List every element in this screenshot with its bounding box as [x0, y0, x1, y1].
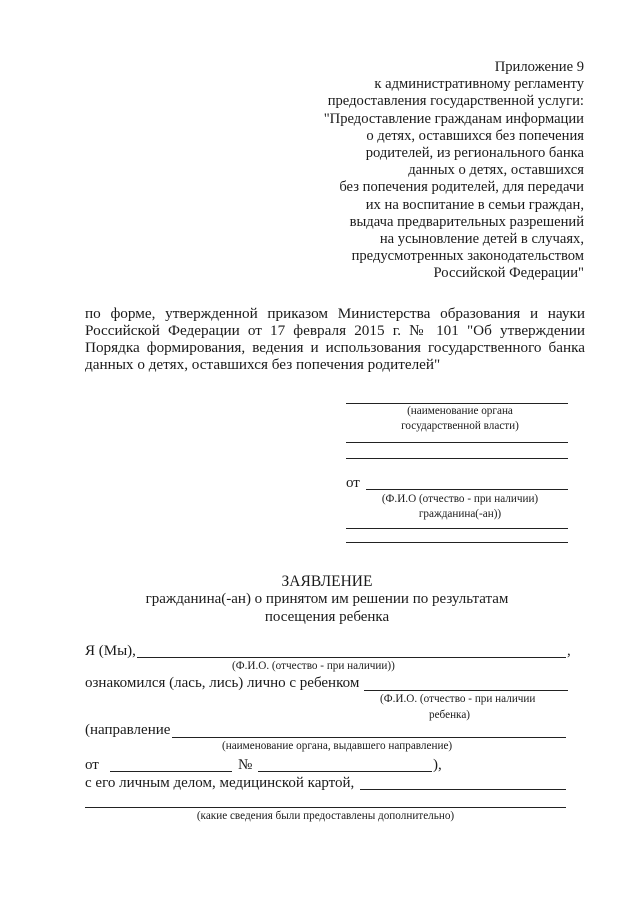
referral-line[interactable] [172, 737, 566, 738]
appendix-line: "Предоставление гражданам информации [323, 110, 584, 127]
appendix-line: без попечения родителей, для передачи [339, 179, 584, 196]
appendix-line: предусмотренных законодательством [351, 248, 584, 265]
child-caption: ребенка) [429, 709, 471, 721]
order-paragraph [85, 305, 585, 373]
appendix-line: выдача предварительных разрешений [349, 213, 584, 230]
info-line[interactable] [85, 807, 566, 808]
appendix-line: о детях, оставшихся без попечения [366, 127, 584, 144]
applicant-fio-line[interactable] [366, 489, 568, 490]
document-subtitle: гражданина(-ан) о принятом им решении по результатам [145, 591, 509, 607]
organ-caption: (наименование органа [407, 405, 513, 417]
fio-caption: гражданина(-ан)) [418, 508, 502, 520]
applicant-name-line[interactable] [137, 657, 566, 658]
acquainted-label: ознакомился (лась, лись) лично с ребенком [85, 675, 360, 691]
organ-name-line[interactable] [346, 442, 568, 443]
referral-number-line[interactable] [258, 771, 432, 772]
appendix-line: Приложение 9 [494, 59, 584, 75]
appendix-line: данных о детях, оставшихся [408, 162, 584, 179]
document-title: ЗАЯВЛЕНИЕ [281, 573, 373, 590]
fio-caption: (Ф.И.О. (отчество - при наличии)) [232, 660, 395, 672]
we-label: Я (Мы), [85, 643, 136, 659]
info-caption: (какие сведения были предоставлены дополнительно) [196, 810, 455, 822]
organ-name-line[interactable] [346, 403, 568, 404]
comma: , [567, 643, 571, 659]
fio-caption: (Ф.И.О (отчество - при наличии) [381, 493, 539, 505]
organ-caption: государственной власти) [401, 420, 519, 432]
order-line: данных о детях, оставшихся без попечения родителей" [85, 356, 441, 373]
child-name-line[interactable] [364, 690, 568, 691]
referral-caption: (наименование органа, выдавшего направление) [222, 740, 453, 752]
date-from-label: от [85, 757, 99, 773]
document-subtitle: посещения ребенка [264, 609, 390, 625]
organ-name-line[interactable] [346, 458, 568, 459]
info-line[interactable] [360, 789, 566, 790]
order-line: Порядка формирования, ведения и использования государственного банка [85, 339, 585, 356]
referral-label: (направление [85, 722, 171, 738]
appendix-block [284, 59, 584, 283]
close-paren: ), [433, 757, 442, 773]
applicant-fio-line[interactable] [346, 542, 568, 543]
order-line: Российской Федерации от 17 февраля 2015 г. № 101 "Об утверждении [85, 322, 585, 339]
applicant-fio-line[interactable] [346, 528, 568, 529]
appendix-line: на усыновление детей в случаях, [379, 231, 584, 248]
appendix-line: предоставления государственной услуги: [327, 93, 584, 110]
referral-date-line[interactable] [110, 771, 232, 772]
order-line: по форме, утвержденной приказом Министерства образования и науки [85, 305, 585, 322]
child-caption: (Ф.И.О. (отчество - при наличии [380, 693, 536, 705]
appendix-line: их на воспитание в семьи граждан, [365, 196, 584, 213]
appendix-line: к административному регламенту [374, 76, 584, 93]
appendix-line: родителей, из регионального банка [365, 145, 584, 162]
file-label: с его личным делом, медицинской картой, [85, 775, 355, 791]
from-label: от [346, 475, 360, 491]
appendix-line: Российской Федерации" [433, 265, 584, 282]
number-label: № [238, 757, 253, 773]
